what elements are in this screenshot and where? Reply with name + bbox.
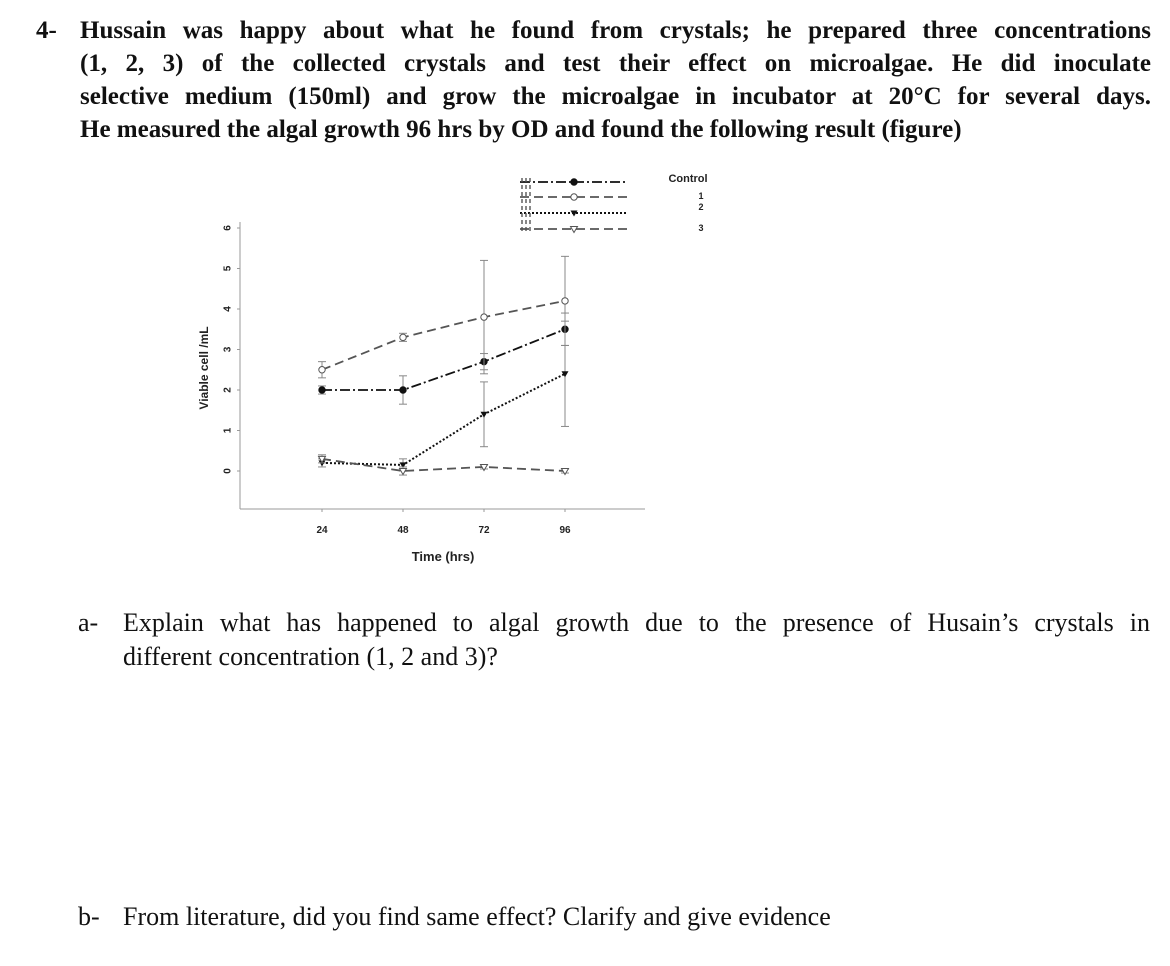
growth-chart-svg [180, 168, 740, 578]
y-tick-label: 4 [222, 306, 234, 312]
legend-entry-1 [520, 191, 704, 201]
sub-question-a-line: different concentration (1, 2 and 3)? [123, 642, 498, 671]
data-point [400, 334, 406, 340]
data-point [400, 387, 406, 393]
legend-entry-control [520, 173, 708, 185]
y-tick-label: 5 [222, 265, 234, 272]
sub-question-a [78, 606, 1150, 674]
legend-label: Control [668, 173, 708, 185]
question-4 [36, 14, 1151, 146]
sub-question-a-line: Explain what has happened to algal growth due to the presence of Husain’s crystals in [123, 608, 1150, 637]
legend-label: 3 [698, 223, 704, 233]
series-line [322, 329, 565, 390]
x-tick-label: 96 [559, 525, 571, 536]
x-tick-label: 72 [478, 525, 490, 536]
data-point [562, 298, 568, 304]
x-tick-label: 48 [397, 525, 409, 536]
question-line: (1, 2, 3) of the collected crystals and test their effect on microalgae. He did inoculate [80, 50, 1151, 77]
growth-chart [180, 168, 740, 578]
data-point [481, 314, 487, 320]
x-tick-label: 24 [316, 525, 328, 536]
question-line: selective medium (150ml) and grow the microalgae in incubator at 20°C for several days. [80, 83, 1151, 110]
y-tick-label: 1 [222, 427, 234, 434]
series-line [322, 374, 565, 465]
x-axis-label: Time (hrs) [411, 549, 475, 564]
sub-question-a-label: a- [78, 608, 99, 637]
question-line: Hussain was happy about what he found from crystals; he prepared three concentrations [80, 17, 1151, 44]
legend-label: 1 [698, 191, 704, 201]
series-1 [318, 256, 569, 378]
question-line: He measured the algal growth 96 hrs by OD and found the following result (figure) [80, 116, 962, 143]
y-tick-label: 0 [222, 468, 234, 474]
legend-marker [571, 194, 577, 200]
sub-question-b-label: b- [78, 902, 100, 931]
sub-question-b-text [123, 900, 1150, 934]
legend-entry-3 [520, 223, 704, 233]
legend-label: 2 [698, 202, 704, 212]
sub-question-b [78, 900, 1150, 934]
series-3 [318, 455, 569, 475]
legend-marker [571, 179, 577, 185]
y-tick-label: 3 [222, 346, 234, 353]
data-point [319, 387, 325, 393]
legend-entry-2 [520, 202, 704, 217]
question-text [80, 14, 1151, 146]
series-line [322, 459, 565, 471]
y-axis-label: Viable cell /mL [197, 326, 211, 410]
y-tick-label: 2 [222, 387, 234, 393]
series-line [322, 301, 565, 370]
sub-question-a-text [123, 606, 1150, 674]
y-tick-label: 6 [222, 225, 234, 231]
sub-question-b-line: From literature, did you find same effect? Clarify and give evidence [123, 902, 831, 931]
data-point [319, 367, 325, 373]
question-number: 4- [36, 17, 57, 44]
